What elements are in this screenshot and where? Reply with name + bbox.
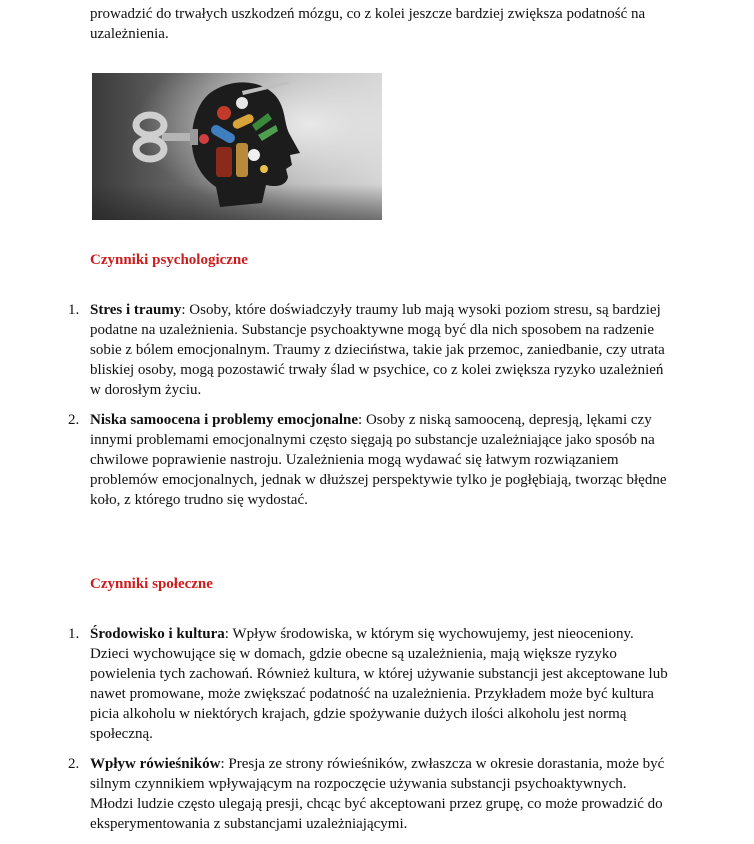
list-text: : Presja ze strony rówieśników, zwłaszcza w okresie dorastania, może być silnym czynnikiem wpływającym na rozpoczęcie używania substancji psychoaktywnych. Młodzi ludzie często ulegają presji, chcąc być akceptowani przez grupę, co może prowadzić do eksperymentowania z substancjami uzależniającymi. [90, 756, 665, 832]
list-number: 2. [68, 756, 80, 772]
list-social [60, 624, 670, 844]
list-term: Stres i traumy [90, 302, 182, 318]
section-heading-social: Czynniki społeczne [90, 576, 213, 592]
list-item [60, 624, 670, 744]
list-number: 1. [68, 626, 80, 642]
list-item [60, 300, 670, 400]
section-heading-psychological: Czynniki psychologiczne [90, 252, 248, 268]
list-term: Wpływ rówieśników [90, 756, 221, 772]
list-text: : Osoby, które doświadczyły traumy lub mają wysoki poziom stresu, są bardziej podatne na uzależnienia. Substancje psychoaktywne mogą być dla nich sposobem na radzenie sobie z bólem emocjonalnym. Traumy z dzieciństwa, takie jak przemoc, zaniedbanie, czy utrata bliskiej osoby, mogą pozostawić trwały ślad w psychice, co z kolei zwiększa ryzyko uzależnień w dorosłym życiu. [90, 302, 665, 398]
list-term: Niska samoocena i problemy emocjonalne [90, 412, 359, 428]
image-shadow [92, 184, 382, 220]
illustration-image [92, 73, 382, 220]
list-item [60, 754, 670, 834]
intro-paragraph: prowadzić do trwałych uszkodzeń mózgu, co z kolei jeszcze bardziej zwiększa podatność na uzależnienia. [90, 6, 646, 42]
list-text: : Osoby z niską samooceną, depresją, lękami czy innymi problemami emocjonalnymi często sięgają po substancje uzależniające jako sposób na chwilowe poprawienie nastroju. Uzależnienia mogą wydawać się łatwym rozwiązaniem problemów emocjonalnych, jednak w dłuższej perspektywie tylko je pogłębiają, tworząc błędne koło, z którego trudno się wydostać. [90, 412, 667, 508]
list-psychological [60, 300, 670, 520]
list-number: 2. [68, 412, 80, 428]
list-number: 1. [68, 302, 80, 318]
list-text: : Wpływ środowiska, w którym się wychowujemy, jest nieoceniony. Dzieci wychowujące się w domach, gdzie obecne są uzależnienia, mają większe ryzyko powielenia tych zachowań. Również kultura, w której używanie substancji jest akceptowane lub nawet promowane, może zwiększać podatność na uzależnienia. Przykładem może być kultura picia alkoholu w niektórych krajach, gdzie spożywanie dużych ilości alkoholu jest normą społeczną. [90, 626, 668, 742]
list-term: Środowisko i kultura [90, 626, 225, 642]
list-item [60, 410, 670, 510]
